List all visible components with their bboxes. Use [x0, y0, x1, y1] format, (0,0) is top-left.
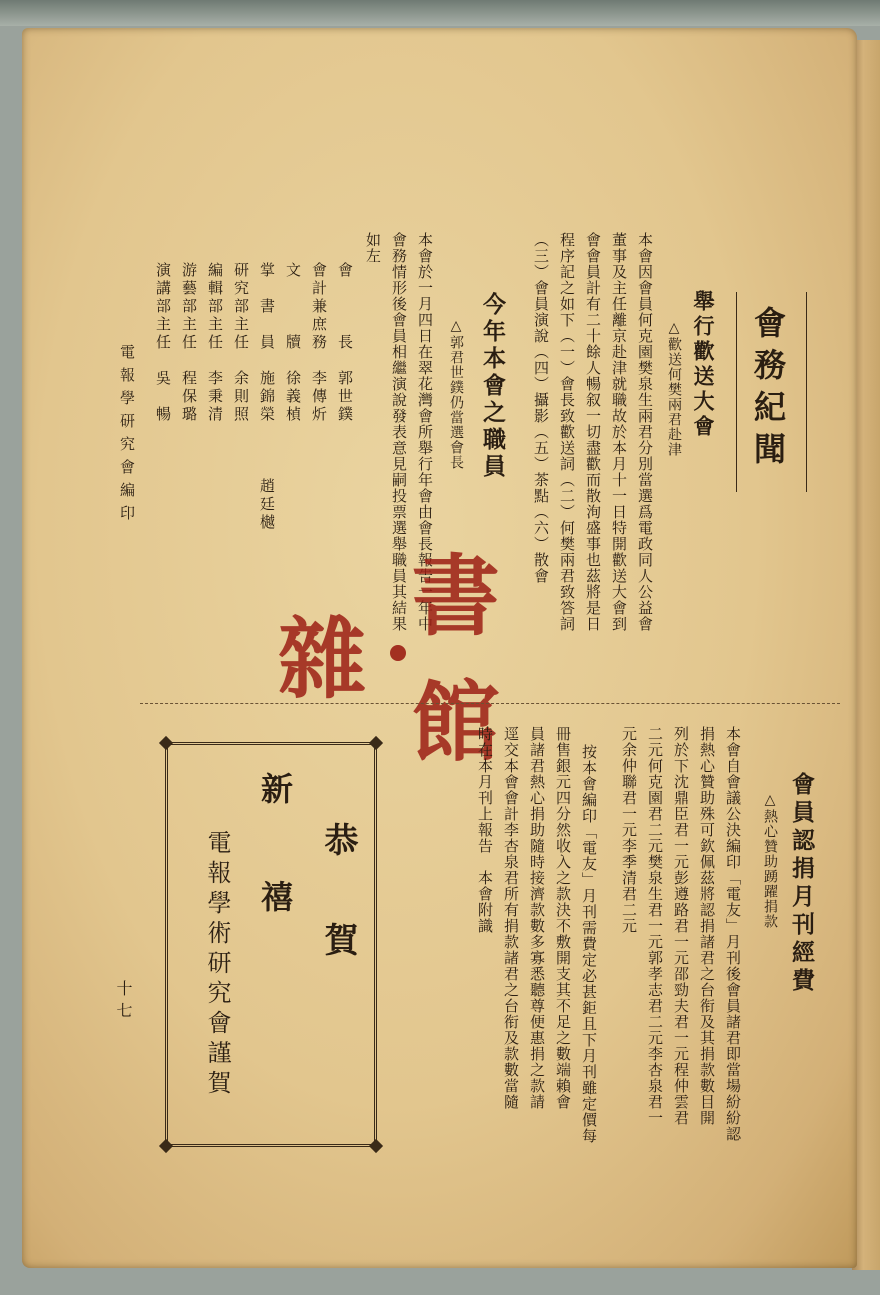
roster-entry: 會 長 郭世鏷: [336, 262, 354, 424]
donations-heading: 會員認捐月刊經費: [788, 772, 815, 996]
welcome-line-2: 董事及主任離京赴津就職故於本月十一日特開歡送大會到: [610, 232, 628, 632]
title-rule-right: [806, 292, 807, 492]
watermark-seal: [278, 544, 618, 774]
donations-line-7: 冊售銀元四分然收入之款決不敷開支其不足之數端賴會: [554, 726, 572, 1110]
officers-line-2: 會務情形後會員相繼演說發表意見嗣投票選舉職員其結果: [390, 232, 408, 632]
welcome-subtitle: △歡送何樊兩君赴津: [666, 320, 682, 457]
roster-entry: 編輯部主任 李秉清: [206, 262, 224, 424]
welcome-line-3: 會會員計有二十餘人暢叙一切盡歡而散洵盛事也茲將是日: [584, 232, 602, 632]
donations-subtitle: △熱心贊助踴躍捐款: [762, 792, 778, 929]
watermark-left: 雜: [278, 607, 385, 711]
roster-entry: 研究部主任 余則照: [232, 262, 250, 424]
roster-entry: 游藝部主任 程保璐: [180, 262, 198, 424]
greeting-title: 恭 賀: [318, 822, 358, 972]
donations-line-4: 二元何克園君二元樊泉生君一元郭孝志君二元李杏泉君一: [646, 726, 664, 1126]
title-rule-left: [736, 292, 737, 492]
donations-line-6: 按本會編印「電友」月刊需費定必甚鉅且下月刊雖定價每: [580, 744, 598, 1144]
donations-line-10: 時在本月刊上報告 本會附識: [476, 726, 494, 934]
donations-line-5: 元余仲聯君一元李季清君二元: [620, 726, 638, 934]
roster-entry: 演講部主任 吳 暢: [154, 262, 172, 424]
officers-line-3: 如左: [364, 232, 382, 264]
page-number: 十七: [114, 980, 133, 1024]
welcome-heading: 舉行歡送大會: [691, 290, 716, 440]
officers-line-1: 本會於一月四日在翠花灣會所舉行年會由會長報告一年中: [416, 232, 434, 632]
publisher-signature: 電報學研究會編印: [118, 344, 136, 528]
greeting-org: 電報學術研究會謹賀: [203, 830, 231, 1100]
welcome-line-5: （三）會員演說（四）攝影（五）茶點（六）散會: [532, 232, 550, 584]
welcome-line-4: 程序記之如下（一）會長致歡送詞（二）何樊兩君致答詞: [558, 232, 576, 632]
welcome-line-1: 本會因會員何克園樊泉生兩君分別當選爲電政同人公益會: [636, 232, 654, 632]
watermark-right: 書館: [411, 544, 518, 774]
officers-subtitle: △郭君世鏷仍當選會長: [448, 318, 464, 470]
scan-background: [0, 0, 880, 26]
donations-line-8: 員諸君熱心捐助隨時接濟款數多寡悉聽尊便惠捐之款請: [528, 726, 546, 1110]
section-title: 會務紀聞: [749, 306, 787, 474]
roster-entry: 文 牘 徐義楨: [284, 262, 302, 424]
greeting-middle: 新 禧: [256, 772, 294, 934]
donations-line-9: 逕交本會會計李杏泉君所有捐款諸君之台衔及款數當隨: [502, 726, 520, 1110]
roster-entry: 會計兼庶務 李傳炘: [310, 262, 328, 424]
donations-line-3: 列於下沈鼎臣君一元彭遵路君一元邵勁夫君一元程仲雲君: [672, 726, 690, 1126]
section-divider: [140, 703, 840, 704]
officers-heading: 今年本會之職員: [479, 292, 506, 481]
donations-line-2: 捐熱心贊助殊可欽佩茲將認捐諸君之台衔及其捐款數目開: [698, 726, 716, 1126]
seal-dot-icon: [390, 645, 406, 661]
donations-line-1: 本會自會議公決編印「電友」月刊後會員諸君即當場紛紛認: [724, 726, 742, 1142]
roster-entry: 掌 書 員 施錦榮 趙廷樾: [258, 262, 276, 532]
